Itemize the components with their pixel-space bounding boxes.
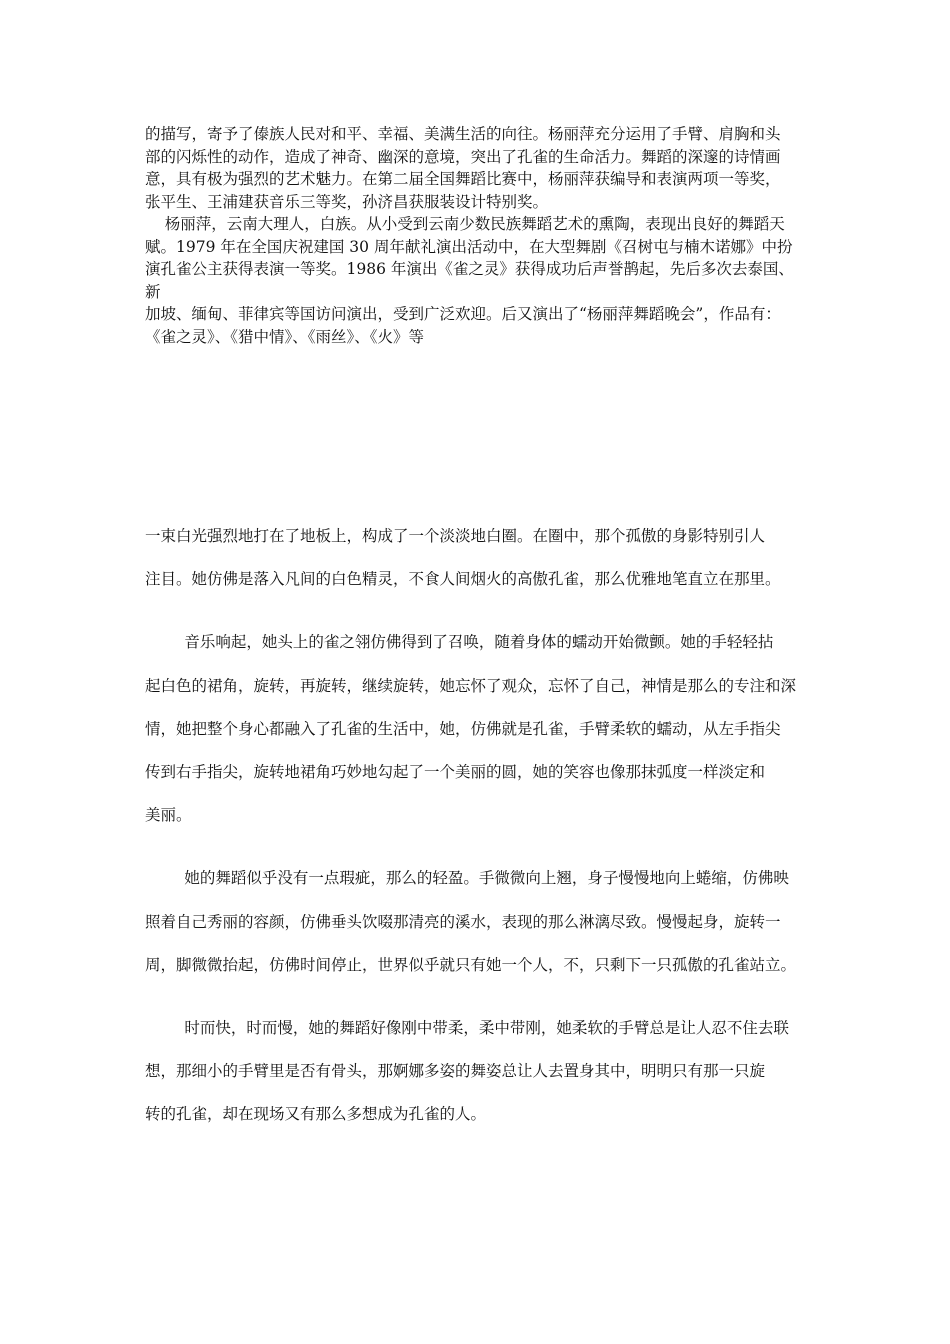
paragraph bbox=[145, 1007, 813, 1137]
text-line: 一束白光强烈地打在了地板上，构成了一个淡淡地白圈。在圈中，那个孤傲的身影特别引人 bbox=[145, 527, 766, 545]
paragraph bbox=[145, 515, 813, 601]
text-line: 赋。1979 年在全国庆祝建国 30 周年献礼演出活动中，在大型舞剧《召树屯与楠木诺娜》中扮 bbox=[145, 237, 793, 256]
text-line: 杨丽萍，云南大理人，白族。从小受到云南少数民族舞蹈艺术的熏陶，表现出良好的舞蹈天 bbox=[145, 215, 785, 233]
text-line: 加坡、缅甸、菲律宾等国访问演出，受到广泛欢迎。后又演出了“杨丽萍舞蹈晚会”，作品有： bbox=[145, 305, 781, 323]
text-line: 注目。她仿佛是落入凡间的白色精灵，不食人间烟火的高傲孔雀，那么优雅地笔直立在那里。 bbox=[145, 570, 781, 589]
text-line: 转的孔雀，却在现场又有那么多想成为孔雀的人。 bbox=[145, 1105, 487, 1124]
paragraph-gap bbox=[145, 987, 813, 1007]
text-line: 时而快，时而慢，她的舞蹈好像刚中带柔，柔中带刚，她柔软的手臂总是让人忍不住去联 bbox=[145, 1018, 789, 1037]
intro-section bbox=[145, 123, 813, 348]
text-line: 传到右手指尖，旋转地裙角巧妙地勾起了一个美丽的圆，她的笑容也像那抹弧度一样淡定和 bbox=[145, 762, 766, 781]
text-line: 演孔雀公主获得表演一等奖。1986 年演出《雀之灵》获得成功后声誉鹊起，先后多次去泰国、 bbox=[145, 260, 794, 278]
essay-section bbox=[145, 515, 813, 1136]
text-line: 意，具有极为强烈的艺术魅力。在第二届全国舞蹈比赛中，杨丽萍获编导和表演两项一等奖， bbox=[145, 170, 781, 188]
text-line: 张平生、王浦建获音乐三等奖，孙济昌获服装设计特别奖。 bbox=[145, 192, 549, 211]
text-line: 新 bbox=[145, 282, 161, 301]
paragraph-gap bbox=[145, 601, 813, 621]
text-line: 美丽。 bbox=[145, 806, 192, 825]
text-line: 的描写，寄予了傣族人民对和平、幸福、美满生活的向往。杨丽萍充分运用了手臂、肩胸和头 bbox=[145, 125, 781, 143]
text-line: 情，她把整个身心都融入了孔雀的生活中，她，仿佛就是孔雀，手臂柔软的蠕动，从左手指尖 bbox=[145, 719, 781, 738]
paragraph-gap bbox=[145, 837, 813, 857]
paragraph bbox=[145, 857, 813, 987]
text-line: 周，脚微微抬起，仿佛时间停止，世界似乎就只有她一个人，不，只剩下一只孤傲的孔雀站立。 bbox=[145, 955, 797, 974]
text-line: 她的舞蹈似乎没有一点瑕疵，那么的轻盈。手微微向上翘，身子慢慢地向上蜷缩，仿佛映 bbox=[145, 869, 789, 888]
text-line: 照着自己秀丽的容颜，仿佛垂头饮啜那清亮的溪水，表现的那么淋漓尽致。慢慢起身，旋转一 bbox=[145, 912, 781, 931]
paragraph bbox=[145, 621, 813, 837]
text-line: 音乐响起，她头上的雀之翎仿佛得到了召唤，随着身体的蠕动开始微颤。她的手轻轻拈 bbox=[145, 633, 774, 652]
text-line: 起白色的裙角，旋转，再旋转，继续旋转，她忘怀了观众，忘怀了自己，神情是那么的专注和深 bbox=[145, 676, 797, 695]
text-line: 《雀之灵》、《猎中情》、《雨丝》、《火》等 bbox=[145, 327, 425, 346]
text-line: 想，那细小的手臂里是否有骨头，那婀娜多姿的舞姿总让人去置身其中，明明只有那一只旋 bbox=[145, 1062, 766, 1081]
text-line: 部的闪烁性的动作，造成了神奇、幽深的意境，突出了孔雀的生命活力。舞蹈的深邃的诗情画 bbox=[145, 147, 781, 166]
